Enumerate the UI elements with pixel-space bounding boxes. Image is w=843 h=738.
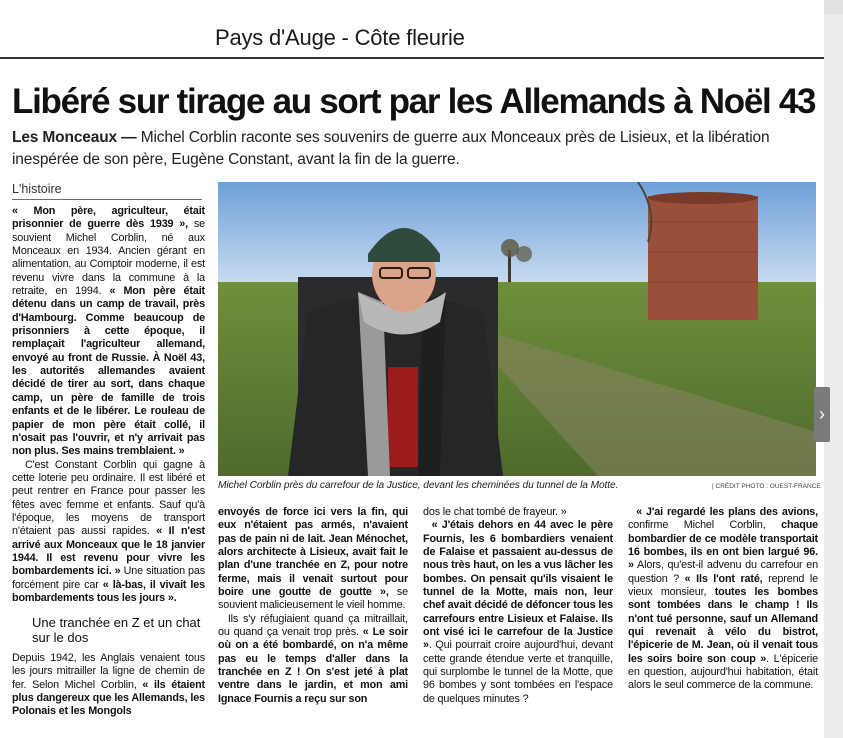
quote: « Mon père, agriculteur, était prisonnier de guerre dès 1939 », (12, 205, 205, 231)
quote: envoyés de force ici vers la fin, qui eux n'étaient pas armés, n'avaient pas de pain ni de lait. Jean Ménochet, alors architecte à Lisieux, avait fait le plan d'une tranchée en Z, pour notre ferme, mais il venait surtout pour boire une goutte de goutte », (218, 506, 408, 599)
quote: « J'ai regardé les plans des avions, (636, 506, 818, 518)
article-lead (12, 127, 822, 171)
article-column-3 (423, 506, 613, 721)
quote: « Mon père était détenu dans un camp de travail, près d'Hambourg. Comme beaucoup de prisonniers à cette époque, il remplaçait l'agriculteur allemand, envoyé au front de Russie. À Noël 43, les autorités allemandes avaient décidé de tirer au sort, dans chaque camp, un père de famille de trois enfants et de le libérer. Le rouleau de papier de mon père était collé, il n'osait pas l'ouvrir, et n'y arrivait pas non plus. Ses mains tremblaient. » (12, 285, 205, 458)
article-column-1 (12, 205, 205, 615)
quote: « ils étaient plus dangereux que les Allemands, les Polonais et les Mongols (12, 678, 205, 718)
paragraph (628, 506, 818, 693)
right-margin (824, 14, 843, 738)
paragraph (12, 652, 205, 719)
photo-credit: | CRÉDIT PHOTO : OUEST-FRANCE (712, 483, 821, 490)
quote: chaque bombardier de ce modèle transportait 16 bombes, ils en ont bien largué 96. » (628, 519, 818, 572)
chevron-right-icon[interactable]: › (814, 387, 830, 442)
body-text: Depuis 1942, les Anglais venaient tous les jours mitrailler la ligne de chemin de fer. Selon Michel Corblin, (12, 652, 205, 691)
photo-illustration (218, 182, 816, 476)
body-text: . L'épicerie en question, aujourd'hui habitation, était alors le seul commerce de la commune. (628, 652, 818, 692)
paragraph (423, 506, 613, 519)
section-label: L'histoire (12, 181, 202, 200)
article-column-4 (628, 506, 818, 721)
photo-caption: Michel Corblin près du carrefour de la Justice, devant les cheminées du tunnel de la Motte. (218, 480, 619, 491)
article-photo (218, 182, 816, 476)
quote: « Ils l'ont raté, (684, 572, 763, 585)
section-rubric: Pays d'Auge - Côte fleurie (215, 25, 465, 50)
article-column-1-continued (12, 652, 205, 722)
quote: toutes les bombes sont tombées dans le champ ! Ils n'ont tué personne, sauf un Allemand qui revenait à vélo du bistrot, l'épicerie de M. Jean, où il venait tous les soirs boire son coup » (628, 586, 818, 665)
quote: « J'étais dehors en 44 avec le père Fournis, les 6 bombardiers venaient de Falaise et passaient au-dessus de nous très haut, on les a vus lâcher les bombes. On pensait qu'ils visaient le tunnel de la Motte, mais non, leur chef avait décidé de défoncer tous les carrefours entre Lisieux et Falaise. Ils ont visé ici le carrefour de la Justice » (423, 519, 613, 652)
quote: « Il n'est arrivé aux Monceaux que le 18 janvier 1944. Il est revenu pour vivre les bombardements ici. » (12, 525, 205, 578)
body-text: dos le chat tombé de frayeur. » (423, 506, 567, 518)
paragraph (218, 506, 408, 613)
body-text: reprend le vieux monsieur, (628, 572, 818, 599)
quote: « là-bas, il vivait les bombardements tous les jours ». (12, 578, 205, 604)
body-text: Une situation pas forcément pire car (12, 565, 205, 591)
paragraph (12, 459, 205, 606)
body-text: se souvient malicieusement le vieil homme. (218, 586, 408, 612)
body-text: Alors, qu'est-il advenu du carrefour en question ? (628, 559, 818, 585)
body-text: C'est Constant Corblin qui gagne à cette loterie peu ordinaire. Il est libéré et peut rentrer en France pour passer les fêtes avec femme et enfants. Sauf qu'à l'époque, les moyens de transport n'étaient pas aussi rapides. (12, 458, 205, 538)
body-text: . Qui pourrait croire aujourd'hui, devant cette grande étendue verte et tranquille, qui surplombe le tunnel de la Motte, que 96 bombes y sont tombées en l'espace de quelques minutes ? (423, 639, 613, 705)
body-text: Ils s'y réfugiaient quand ça mitraillait, ou quand ça venait trop près. (218, 612, 408, 639)
body-text: se souvient Michel Corblin, né aux Monceaux en 1934. Ancien gérant en alimentation, au Comptoir moderne, il est revenu vivre dans la commune à la retraite, en 1994. (12, 218, 205, 298)
body-text: confirme Michel Corblin, (628, 519, 782, 532)
article-column-2 (218, 506, 408, 721)
paragraph (12, 205, 205, 459)
header-rule (0, 57, 824, 59)
article-subhead: Une tranchée en Z et un chat sur le dos (32, 615, 201, 645)
quote: « Le soir où on a été bombardé, on n'a même pas eu le temps d'aller dans la tranchée en Z ! On s'est jeté à plat ventre dans le jardin, et mon ami Ignace Fournis a reçu sur son (218, 626, 408, 705)
paragraph (218, 613, 408, 706)
article-headline: Libéré sur tirage au sort par les Allemands à Noël 43 (12, 82, 816, 121)
lead-location: Les Monceaux — (12, 129, 137, 146)
lead-text: Michel Corblin raconte ses souvenirs de guerre aux Monceaux près de Lisieux, et la libération inespérée de son père, Eugène Constant, avant la fin de la guerre. (12, 129, 770, 168)
paragraph (423, 519, 613, 706)
